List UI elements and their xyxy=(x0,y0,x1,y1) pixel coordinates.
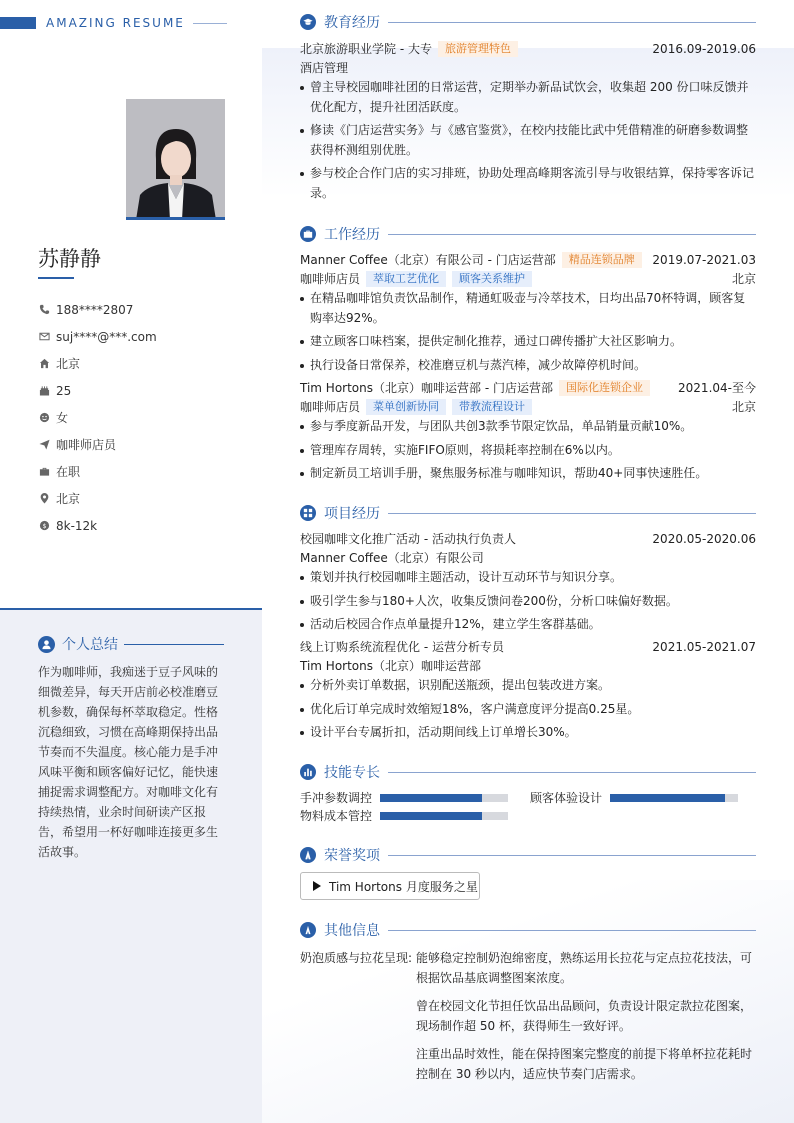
skill-bar xyxy=(610,794,738,802)
info-text: 北京 xyxy=(56,357,81,371)
job-role-row xyxy=(300,269,756,288)
other-title: 其他信息 xyxy=(324,923,380,939)
info-position xyxy=(38,431,157,458)
company-name: Manner Coffee（北京）有限公司 - 门店运营部 xyxy=(300,253,556,267)
list-item: 策划并执行校园咖啡主题活动，设计互动环节与知识分享。 xyxy=(300,568,756,588)
info-status xyxy=(38,458,157,485)
other-heading xyxy=(300,920,756,940)
school-tag: 旅游管理特色 xyxy=(438,41,518,57)
project-org-row xyxy=(300,548,756,567)
skill-item xyxy=(530,789,738,806)
job-role: 咖啡师店员 xyxy=(300,272,361,286)
project-block xyxy=(300,529,756,635)
other-paragraph: 能够稳定控制奶泡绵密度，熟练运用长拉花与定点拉花技法，可根据饮品基底调整图案浓度。 xyxy=(416,951,753,985)
job-header xyxy=(300,378,756,397)
sidebar xyxy=(0,0,262,1123)
briefcase-icon xyxy=(300,226,316,242)
info-text: 在职 xyxy=(56,465,81,479)
brand-line xyxy=(193,23,227,24)
education-heading xyxy=(300,12,756,32)
list-item: 设计平台专属折扣，活动期间线上订单增长30%。 xyxy=(300,723,756,743)
heading-rule xyxy=(388,930,756,931)
briefcase-icon xyxy=(38,466,50,478)
name-underline xyxy=(38,277,74,279)
send-icon xyxy=(38,439,50,451)
education-title: 教育经历 xyxy=(324,15,380,31)
project-block xyxy=(300,637,756,743)
phone-icon xyxy=(38,304,50,316)
list-item: 活动后校园合作点单量提升12%，建立学生客群基础。 xyxy=(300,615,756,635)
skill-name: 物料成本管控 xyxy=(300,809,373,823)
info-text: suj****@***.com xyxy=(56,329,157,344)
info-email xyxy=(38,323,157,350)
info-text: 8k-12k xyxy=(56,518,98,533)
heading-rule xyxy=(388,234,756,235)
list-item: 分析外卖订单数据，识别配送瓶颈，提出包装改进方案。 xyxy=(300,676,756,696)
skills-heading xyxy=(300,762,756,782)
project-org: Tim Hortons（北京）咖啡运营部 xyxy=(300,659,482,673)
info-salary xyxy=(38,512,157,539)
education-date: 2016.09-2019.06 xyxy=(652,41,756,56)
heading-rule xyxy=(124,644,224,645)
list-item: 在精品咖啡馆负责饮品制作，精通虹吸壶与冷萃技术，日均出品70杯特调，顾客复购率达92%。 xyxy=(300,289,756,328)
job-role-row xyxy=(300,397,756,416)
user-icon xyxy=(38,636,55,653)
honors-heading xyxy=(300,845,756,865)
skill-bar-fill xyxy=(380,812,482,820)
list-item: 执行设备日常保养，校准磨豆机与蒸汽棒，减少故障停机时间。 xyxy=(300,356,756,376)
major: 酒店管理 xyxy=(300,61,349,75)
contact-info xyxy=(38,296,157,539)
heading-rule xyxy=(388,772,756,773)
skill-bar-fill xyxy=(610,794,725,802)
award-text: Tim Hortons 月度服务之星 xyxy=(329,879,478,894)
summary-heading xyxy=(38,634,224,654)
award-item xyxy=(300,872,480,900)
skill-tag: 菜单创新协同 xyxy=(366,399,446,415)
projects-title: 项目经历 xyxy=(324,506,380,522)
project-date: 2020.05-2020.06 xyxy=(652,531,756,546)
info-age xyxy=(38,377,157,404)
job-city: 北京 xyxy=(731,272,756,286)
location-icon xyxy=(38,493,50,505)
candidate-name: 苏静静 xyxy=(38,247,101,271)
project-date: 2021.05-2021.07 xyxy=(652,639,756,654)
job-block xyxy=(300,378,756,484)
portrait-image xyxy=(126,99,225,220)
summary-text: 作为咖啡师，我痴迷于豆子风味的细微差异，每天开店前必校准磨豆机参数，确保每杯萃取稳定。性格沉稳细致，习惯在高峰期保持出品节奏而不失温度。核心能力是手冲风味平衡和顾客偏好记忆，能快速捕捉需求调整配方。对咖啡文化有持续热情，业余时间研读产区报告，希望用一杯好咖啡连接更多生活故事。 xyxy=(38,665,219,859)
job-date: 2021.04-至今 xyxy=(678,381,756,395)
heading-rule xyxy=(388,855,756,856)
work-heading xyxy=(300,224,756,244)
job-role: 咖啡师店员 xyxy=(300,400,361,414)
list-item: 管理库存周转，实施FIFO原则，将损耗率控制在6%以内。 xyxy=(300,441,756,461)
company-tag: 精品连锁品牌 xyxy=(562,252,642,268)
project-name: 线上订购系统流程优化 - 运营分析专员 xyxy=(300,640,504,654)
skill-bar xyxy=(380,794,508,802)
list-item: 曾主导校园咖啡社团的日常运营，定期举办新品试饮会，收集超 200 份口味反馈并优化配方，提升社团活跃度。 xyxy=(300,78,756,117)
info-text: 咖啡师店员 xyxy=(56,438,117,452)
grid-icon xyxy=(300,505,316,521)
job-city: 北京 xyxy=(731,400,756,414)
heading-rule xyxy=(388,513,756,514)
project-name: 校园咖啡文化推广活动 - 活动执行负责人 xyxy=(300,532,516,546)
cake-icon xyxy=(38,385,50,397)
major-row xyxy=(300,58,756,77)
list-item: 制定新员工培训手册，聚焦服务标准与咖啡知识，帮助40+同事快速胜任。 xyxy=(300,464,756,484)
project-org-row xyxy=(300,656,756,675)
skill-item xyxy=(300,789,508,806)
brand xyxy=(0,16,227,30)
list-item: 修读《门店运营实务》与《感官鉴赏》，在校内技能比武中凭借精准的研磨参数调整获得杯测组别优胜。 xyxy=(300,121,756,160)
play-icon xyxy=(313,881,321,891)
brand-text: AMAZING RESUME xyxy=(46,16,185,30)
summary-title: 个人总结 xyxy=(62,637,118,653)
education-row xyxy=(300,39,756,58)
job-block xyxy=(300,250,756,375)
award-icon xyxy=(300,847,316,863)
project-header xyxy=(300,637,756,656)
info-text: 女 xyxy=(56,411,69,425)
skill-tag: 带教流程设计 xyxy=(452,399,532,415)
honors-title: 荣誉奖项 xyxy=(324,848,380,864)
info-gender xyxy=(38,404,157,431)
company-name: Tim Hortons（北京）咖啡运营部 - 门店运营部 xyxy=(300,381,553,395)
education-block xyxy=(300,39,756,203)
list-item: 建立顾客口味档案，提供定制化推荐，通过口碑传播扩大社区影响力。 xyxy=(300,332,756,352)
other-block xyxy=(300,948,756,1092)
gender-icon xyxy=(38,412,50,424)
project-org: Manner Coffee（北京）有限公司 xyxy=(300,551,484,565)
bar-chart-icon xyxy=(300,764,316,780)
work-title: 工作经历 xyxy=(324,227,380,243)
info-text: 25 xyxy=(56,383,72,398)
other-paragraph: 注重出品时效性，能在保持图案完整度的前提下将单杯拉花耗时控制在 30 秒以内，适应快节奏门店需求。 xyxy=(416,1047,753,1081)
info-residence xyxy=(38,350,157,377)
home-icon xyxy=(38,358,50,370)
projects-heading xyxy=(300,503,756,523)
skill-tag: 萃取工艺优化 xyxy=(366,271,446,287)
list-item: 吸引学生参与180+人次，收集反馈问卷200份，分析口味偏好数据。 xyxy=(300,592,756,612)
job-header xyxy=(300,250,756,269)
company-tag: 国际化连锁企业 xyxy=(559,380,650,396)
other-label: 奶泡质感与拉花呈现: xyxy=(300,951,413,965)
info-icon xyxy=(300,922,316,938)
project-header xyxy=(300,529,756,548)
info-phone xyxy=(38,296,157,323)
info-location xyxy=(38,485,157,512)
skill-bar xyxy=(380,812,508,820)
mail-icon xyxy=(38,331,50,343)
skill-tag: 顾客关系维护 xyxy=(452,271,532,287)
skill-item xyxy=(300,807,508,824)
skills-title: 技能专长 xyxy=(324,765,380,781)
school-name: 北京旅游职业学院 - 大专 xyxy=(300,42,432,56)
list-item: 优化后订单完成时效缩短18%，客户满意度评分提高0.25星。 xyxy=(300,700,756,720)
job-date: 2019.07-2021.03 xyxy=(652,252,756,267)
list-item: 参与季度新品开发，与团队共创3款季节限定饮品，单品销量贡献10%。 xyxy=(300,417,756,437)
info-text: 北京 xyxy=(56,492,81,506)
info-text: 188****2807 xyxy=(56,302,134,317)
svg-text:$: $ xyxy=(41,521,47,530)
other-paragraph: 曾在校园文化节担任饮品出品顾问，负责设计限定款拉花图案，现场制作超 50 杯，获得师生一致好评。 xyxy=(416,999,753,1033)
heading-rule xyxy=(388,22,756,23)
salary-icon xyxy=(38,520,50,532)
skill-bar-fill xyxy=(380,794,482,802)
brand-bar xyxy=(0,17,36,29)
list-item: 参与校企合作门店的实习排班，协助处理高峰期客流引导与收银结算，保持零客诉记录。 xyxy=(300,164,756,203)
profile-photo xyxy=(126,99,225,220)
skill-name: 手冲参数调控 xyxy=(300,791,373,805)
graduation-cap-icon xyxy=(300,14,316,30)
skill-name: 顾客体验设计 xyxy=(530,791,603,805)
